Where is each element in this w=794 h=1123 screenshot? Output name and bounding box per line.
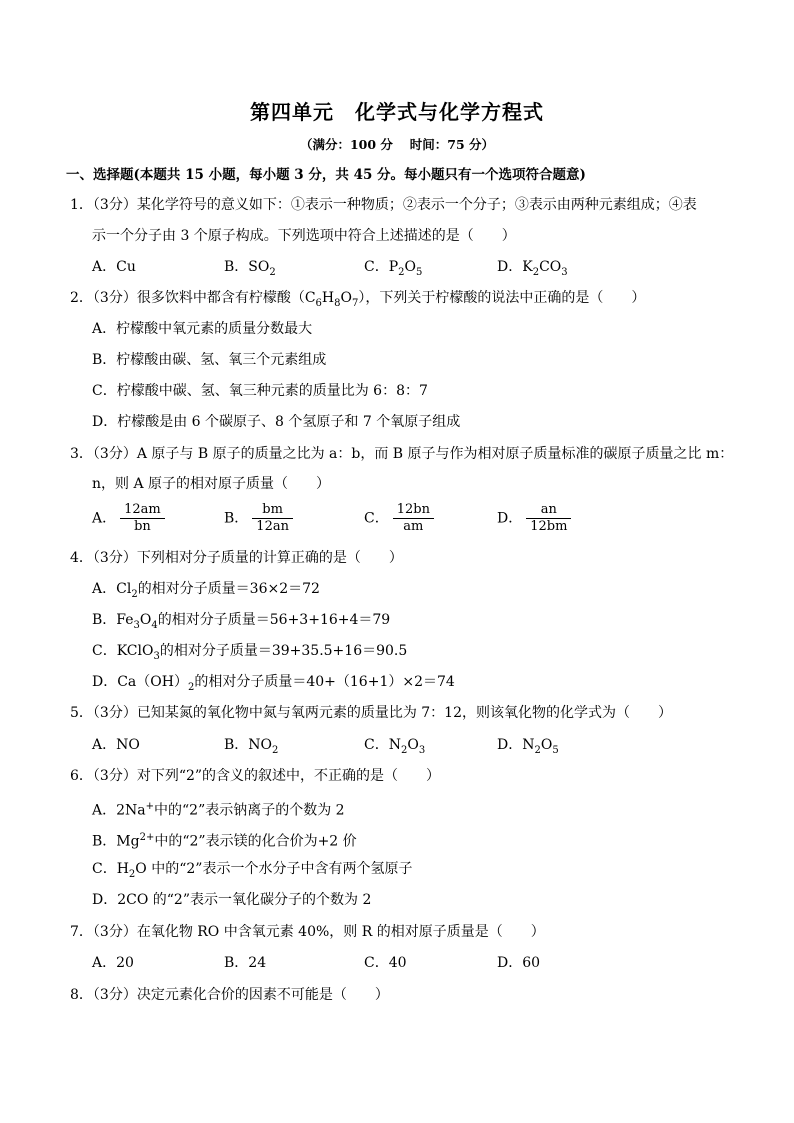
option-d[interactable]: D． $\frac{an}{12bm}$ xyxy=(497,502,571,535)
exam-info: （满分：100 分 时间：75 分） xyxy=(299,137,495,152)
option-b[interactable]: B．24 xyxy=(224,955,267,971)
question-6-option-d[interactable]: D．2CO 的“2”表示一氧化碳分子的个数为 2 xyxy=(92,892,372,908)
question-2-stem: 2．（3分）很多饮料中都含有柠檬酸$(C_6H_8O_7)$，下列关于柠檬酸的说法中正确的是（ ） xyxy=(70,290,646,309)
page-title: 第四单元 化学式与化学方程式 xyxy=(250,100,544,124)
question-3-stem-cont: n，则 A 原子的相对原子质量（ ） xyxy=(92,476,331,492)
option-c[interactable]: C．40 xyxy=(364,955,407,971)
question-4-option-c[interactable]: C．KClO$_3$的相对分子质量＝39+35.5+16＝90.5 xyxy=(92,643,408,662)
question-2-option-d[interactable]: D．柠檬酸是由 6 个碳原子、8 个氢原子和 7 个氧原子组成 xyxy=(92,414,461,430)
question-6-stem: 6．（3分）对下列“2”的含义的叙述中，不正确的是（ ） xyxy=(70,768,441,784)
question-2-option-c[interactable]: C．柠檬酸中碳、氢、氧三种元素的质量比为 6：8：7 xyxy=(92,383,428,399)
question-6-option-c[interactable]: C．$H_2O$ 中的“2”表示一个水分子中含有两个氢原子 xyxy=(92,861,413,880)
question-1-stem: 1．（3分）某化学符号的意义如下：①表示一种物质；②表示一个分子；③表示由两种元素组成；④表 xyxy=(70,197,697,213)
option-b[interactable]: B．$NO_2$ xyxy=(224,737,279,756)
question-8-stem: 8．（3分）决定元素化合价的因素不可能是（ ） xyxy=(70,987,389,1003)
question-2-option-b[interactable]: B．柠檬酸由碳、氢、氧三个元素组成 xyxy=(92,352,327,368)
option-b[interactable]: B．$SO_2$ xyxy=(224,259,276,278)
question-1-stem-cont: 示一个分子由 3 个原子构成。下列选项中符合上述描述的是（ ） xyxy=(92,228,516,244)
option-a[interactable]: A．NO xyxy=(92,737,140,753)
question-4-option-d[interactable]: D．$Ca(OH)_2$的相对分子质量＝40+（16+1）×2＝74 xyxy=(92,674,455,693)
question-7-stem: 7．（3分）在氧化物 RO 中含氧元素 40%，则 R 的相对原子质量是（ ） xyxy=(70,924,545,940)
option-c[interactable]: C．$N_2O_3$ xyxy=(364,737,426,756)
option-a[interactable]: A．Cu xyxy=(92,259,136,275)
section-title: 一、选择题(本题共 15 小题，每小题 3 分，共 45 分。每小题只有一个选项符合题意) xyxy=(66,167,586,183)
question-6-option-a[interactable]: A．2Na+中的“2”表示钠离子的个数为 2 xyxy=(92,801,345,819)
question-4-option-b[interactable]: B．$Fe_3O_4$的相对分子质量＝56+3+16+4＝79 xyxy=(92,612,391,631)
question-3-stem: 3．（3分）A 原子与 B 原子的质量之比为 a：b，而 B 原子与作为相对原子质量标准的碳原子质量之比 m： xyxy=(70,446,734,462)
option-d[interactable]: D．60 xyxy=(497,955,541,971)
option-d[interactable]: D．$K_2CO_3$ xyxy=(497,259,568,278)
option-b[interactable]: B． $\frac{bm}{12an}$ xyxy=(224,502,293,535)
option-c[interactable]: C．$P_2O_5$ xyxy=(364,259,423,278)
option-c[interactable]: C． $\frac{12bn}{am}$ xyxy=(364,502,434,535)
question-4-stem: 4．（3分）下列相对分子质量的计算正确的是（ ） xyxy=(70,550,403,566)
question-5-stem: 5．（3分）已知某氮的氧化物中氮与氧两元素的质量比为 7：12，则该氧化物的化学式为（ ） xyxy=(70,705,672,721)
option-a[interactable]: A． $\frac{12am}{bn}$ xyxy=(92,502,165,535)
question-2-option-a[interactable]: A．柠檬酸中氧元素的质量分数最大 xyxy=(92,321,313,337)
option-d[interactable]: D．$N_2O_5$ xyxy=(497,737,559,756)
question-4-option-a[interactable]: A．$Cl_2$的相对分子质量＝36×2＝72 xyxy=(92,581,320,600)
option-a[interactable]: A．20 xyxy=(92,955,134,971)
question-6-option-b[interactable]: B．$Mg^{2+}$中的“2”表示镁的化合价为+2 价 xyxy=(92,832,357,850)
